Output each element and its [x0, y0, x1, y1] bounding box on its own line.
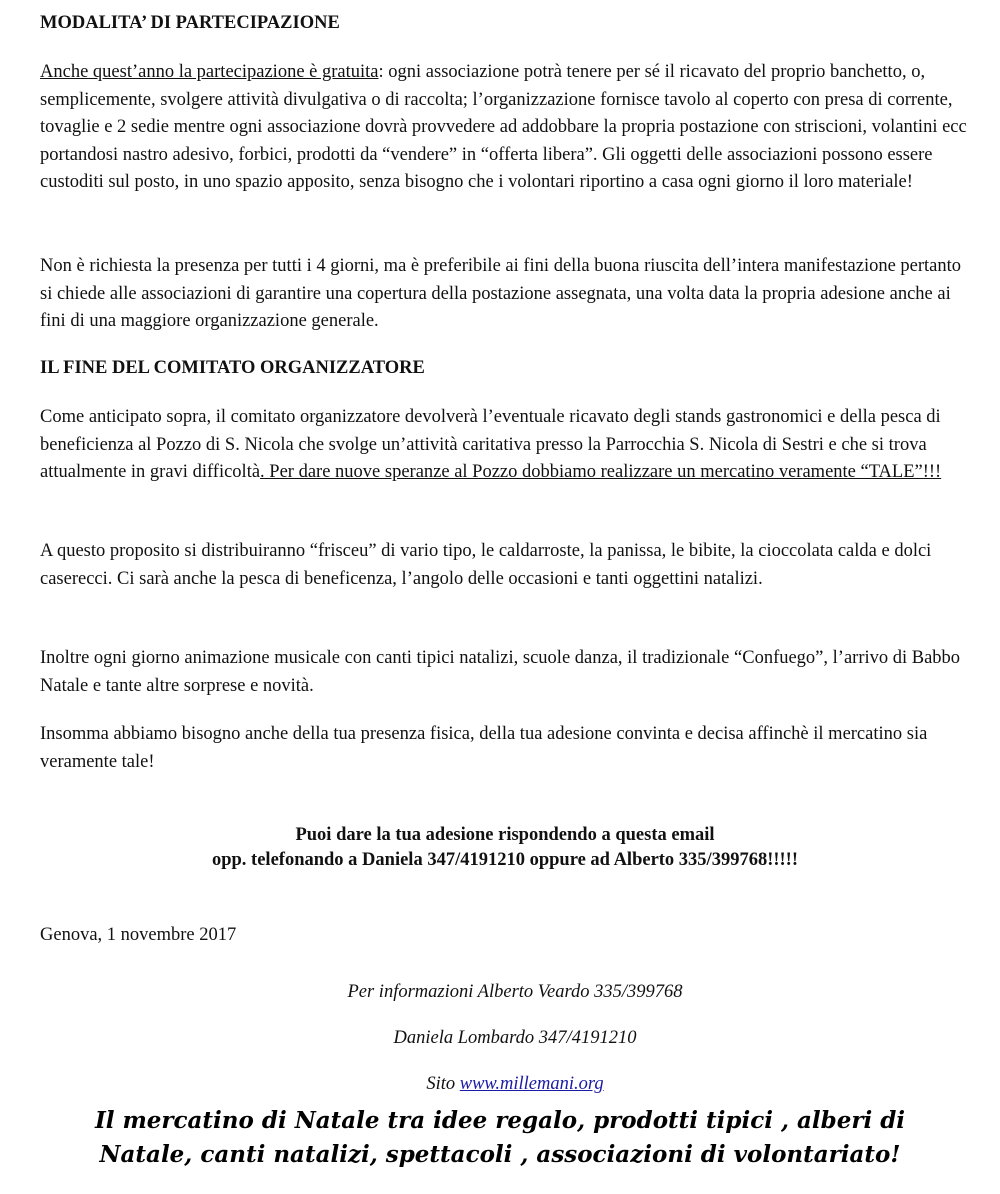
underlined-hope-statement: . Per dare nuove speranze al Pozzo dobbiamo realizzare un mercatino veramente “TALE”!!! — [260, 462, 942, 482]
site-label: Sito — [426, 1074, 460, 1094]
info-block — [40, 969, 990, 1107]
distribution-paragraph: A questo proposito si distribuiranno “frisceu” di vario tipo, le caldarroste, la panissa, le bibite, la cioccolata calda e dolci caserecci. Ci sarà anche la pesca di beneficenza, l’angolo delle occasioni e tanti oggettini natalizi. — [40, 541, 932, 589]
underlined-free-participation: Anche quest’anno la partecipazione è gratuita — [40, 62, 379, 82]
appeal-paragraph: Insomma abbiamo bisogno anche della tua presenza fisica, della tua adesione convinta e decisa affinchè il mercatino sia veramente tale! — [40, 724, 928, 772]
contact-line-phone: opp. telefonando a Daniela 347/4191210 oppure ad Alberto 335/399768!!!!! — [211, 850, 799, 870]
committee-paragraph-text: Come anticipato sopra, il comitato organizzatore devolverà l’eventuale ricavato degli stands gastronomici e della pesca di beneficienza al Pozzo di S. Nicola che svolge un’attività caritativa presso la Parrocchia S. Nicola di Sestri e che si trova attualmente in gravi difficoltà — [40, 407, 941, 482]
site-link[interactable]: www.millemani.org — [459, 1074, 604, 1094]
section-heading-committee: IL FINE DEL COMITATO ORGANIZZATORE — [40, 358, 425, 378]
contact-line-email: Puoi dare la tua adesione rispondendo a questa email — [295, 825, 715, 845]
banner-line-2: Natale, canti natalizi, spettacoli , associazioni di volontariato! — [99, 1141, 901, 1168]
info-daniela: Daniela Lombardo 347/4191210 — [393, 1028, 637, 1048]
info-alberto: Per informazioni Alberto Veardo 335/399768 — [347, 982, 683, 1002]
presence-paragraph: Non è richiesta la presenza per tutti i 4 giorni, ma è preferibile ai fini della buona riuscita dell’intera manifestazione pertanto si chiede alle associazioni di garantire una copertura della postazione assegnata, una volta data la propria adesione anche ai fini di una maggiore organizzazione generale. — [40, 256, 962, 331]
section-heading-participation: MODALITA’ DI PARTECIPAZIONE — [40, 13, 340, 33]
committee-paragraph — [40, 404, 970, 487]
christmas-market-banner — [0, 1104, 1000, 1172]
participation-paragraph — [40, 59, 970, 197]
info-site — [40, 1061, 990, 1107]
banner-line-1: Il mercatino di Natale tra idee regalo, prodotti tipici , alberi di — [94, 1107, 906, 1134]
participation-paragraph-text: : ogni associazione potrà tenere per sé il ricavato del proprio banchetto, o, semplicemente, svolgere attività divulgativa o di raccolta; l’organizzazione fornisce tavolo al coperto con presa di corrente, tovaglie e 2 sedie mentre ogni associazione dovrà provvedere ad addobbare la propria postazione con striscioni, volantini ecc portandosi nastro adesivo, forbici, prodotti da “vendere” in “offerta libera”. Gli oggetti delle associazioni possono essere custoditi sul posto, in uno spazio apposito, senza bisogno che i volontari riportino a casa ogni giorno il loro materiale! — [40, 62, 967, 192]
contact-block — [40, 823, 970, 873]
date-line: Genova, 1 novembre 2017 — [40, 925, 237, 945]
entertainment-paragraph: Inoltre ogni giorno animazione musicale con canti tipici natalizi, scuole danza, il tradizionale “Confuego”, l’arrivo di Babbo Natale e tante altre sorprese e novità. — [40, 648, 961, 696]
